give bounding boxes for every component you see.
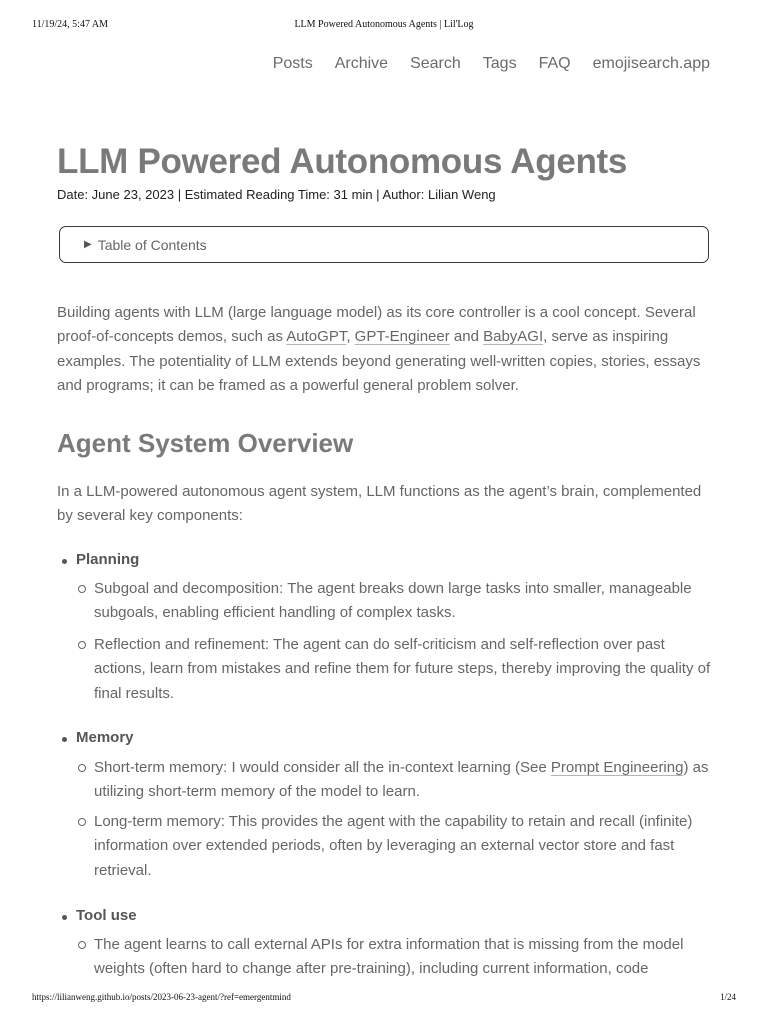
planning-item: Reflection and refinement: The agent can do self-criticism and self-reflection over past actions, learn from mistakes and refine them for future steps, thereby improving the quality of final results. xyxy=(94,633,719,706)
component-tool-use: Tool use xyxy=(76,907,137,924)
link-prompt-engineering[interactable]: Prompt Engineering xyxy=(550,759,684,776)
nav-archive[interactable]: Archive xyxy=(334,55,389,72)
post-title: LLM Powered Autonomous Agents xyxy=(57,142,628,181)
section-heading: Agent System Overview xyxy=(57,428,354,458)
memory-item: Long-term memory: This provides the agent with the capability to retain and recall (infinite) information over extended periods, often by leveraging an external vector store and fast retrieval. xyxy=(94,810,719,883)
planning-item: Subgoal and decomposition: The agent breaks down large tasks into smaller, manageable subgoals, enabling efficient handling of complex tasks. xyxy=(94,577,719,626)
tool-use-item: The agent learns to call external APIs for extra information that is missing from the model weights (often hard to change after pre-training), including current information, code xyxy=(94,933,719,982)
component-planning: Planning xyxy=(76,551,140,568)
nav-tags[interactable]: Tags xyxy=(482,55,517,72)
nav-emojisearch[interactable]: emojisearch.app xyxy=(592,55,710,72)
print-header xyxy=(32,19,736,33)
top-nav xyxy=(251,55,710,73)
print-footer xyxy=(32,992,736,1006)
intro-paragraph: Building agents with LLM (large language model) as its core controller is a cool concept. Several proof-of-concepts demos, such as AutoGPT, GPT-Engineer and BabyAGI, serve as inspiring examples. The potentiality of LLM extends beyond generating well-written copies, stories, essays and programs; it can be framed as a powerful general problem solver. xyxy=(57,304,701,394)
print-url: https://lilianweng.github.io/posts/2023-06-23-agent/?ref=emergentmind xyxy=(32,992,291,1002)
section-intro: In a LLM-powered autonomous agent system, LLM functions as the agent’s brain, complemented by several key components: xyxy=(57,483,702,525)
link-babyagi[interactable]: BabyAGI xyxy=(483,328,544,346)
component-memory: Memory xyxy=(76,729,134,746)
toc-label: Table of Contents xyxy=(97,236,207,253)
link-autogpt[interactable]: AutoGPT xyxy=(286,328,347,346)
table-of-contents-toggle[interactable] xyxy=(59,226,709,263)
link-gpt-engineer[interactable]: GPT-Engineer xyxy=(354,328,450,346)
nav-faq[interactable]: FAQ xyxy=(538,55,571,72)
print-datetime: 11/19/24, 5:47 AM xyxy=(32,19,109,30)
nav-search[interactable]: Search xyxy=(410,55,461,72)
memory-item: Short-term memory: I would consider all the in-context learning (See Prompt Engineering) as utilizing short-term memory of the model to learn. xyxy=(94,756,719,805)
expand-triangle-icon: ▶ xyxy=(84,239,92,250)
post-meta: Date: June 23, 2023 | Estimated Reading Time: 31 min | Author: Lilian Weng xyxy=(57,187,496,202)
print-title: LLM Powered Autonomous Agents | Lil'Log xyxy=(294,19,474,30)
page-number: 1/24 xyxy=(719,992,736,1002)
nav-posts[interactable]: Posts xyxy=(272,55,313,72)
